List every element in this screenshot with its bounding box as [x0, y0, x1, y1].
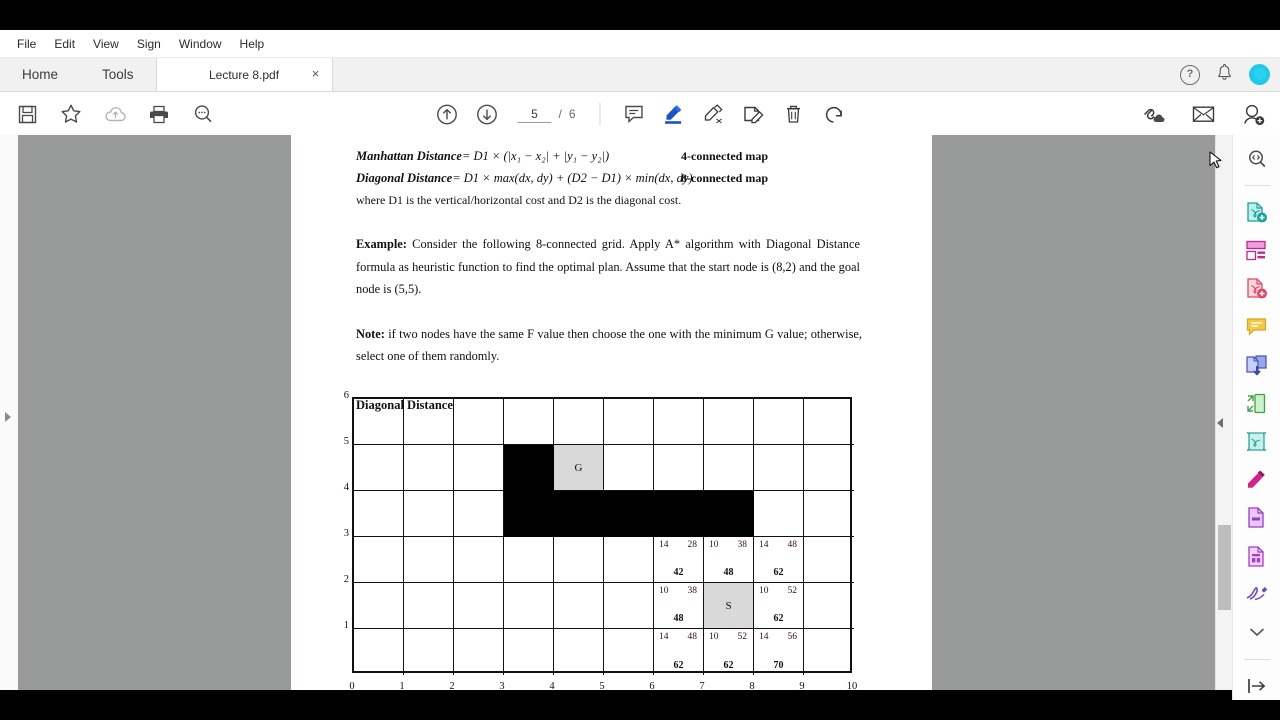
- cell-f-value: 42: [673, 567, 684, 578]
- page-up-icon[interactable]: [433, 101, 459, 127]
- note-label: Note:: [356, 326, 385, 341]
- y-axis-labels: [329, 389, 349, 681]
- grid-cell: [354, 445, 404, 491]
- x-axis-tick: 5: [599, 681, 605, 690]
- grid-cell: [604, 399, 654, 445]
- grid-cell: [354, 399, 404, 445]
- x-axis-tick: 8: [749, 681, 755, 690]
- mouse-cursor: [1209, 151, 1223, 171]
- main-toolbar: [0, 92, 1280, 137]
- tab-right-group: [1180, 58, 1270, 91]
- tab-nav-group: [0, 58, 156, 91]
- grid-cell: [504, 629, 554, 675]
- cell-h-value: 56: [787, 632, 797, 642]
- cell-g-value: 10: [659, 586, 669, 596]
- formula-diagonal-note: 8-connected map: [681, 171, 768, 185]
- menu-item-view[interactable]: View: [93, 36, 119, 51]
- grid-title: Diagonal Distance: [356, 397, 453, 412]
- cell-f-value: 70: [773, 660, 784, 671]
- pdf-page-content: [291, 135, 932, 690]
- formula-diagonal-name: Diagonal Distance: [356, 171, 453, 185]
- astar-grid: [352, 397, 852, 673]
- cell-g-value: 14: [659, 540, 669, 550]
- grid-cell: [504, 583, 554, 629]
- stamp-icon[interactable]: [741, 101, 767, 127]
- formula-manhattan: [291, 145, 932, 167]
- organize-pages-icon[interactable]: [1242, 237, 1272, 264]
- grid-cell: [704, 399, 754, 445]
- x-axis-tick: 2: [449, 681, 455, 690]
- cell-h-value: 52: [787, 586, 797, 596]
- comment-icon[interactable]: [621, 101, 647, 127]
- toolbar-divider: [600, 103, 601, 125]
- grid-cell: [554, 537, 604, 583]
- comment-icon[interactable]: [1242, 314, 1272, 341]
- page-navigation: [517, 106, 575, 123]
- menu-item-edit[interactable]: Edit: [54, 36, 76, 51]
- tab-tools[interactable]: Tools: [102, 67, 134, 82]
- cell-h-value: 38: [737, 540, 747, 550]
- rail-divider-bottom: [1244, 659, 1270, 660]
- grid-cell-annotated: [704, 537, 754, 583]
- grid-cell-obstacle: [704, 491, 754, 537]
- cell-g-value: 14: [759, 540, 769, 550]
- tab-strip: [0, 58, 1280, 92]
- grid-cell: [404, 445, 454, 491]
- grid-cell: [804, 629, 854, 675]
- astar-grid-figure: [291, 390, 932, 690]
- collapse-panel-icon[interactable]: [1242, 673, 1272, 700]
- page-total: 6: [568, 107, 576, 121]
- grid-cell: [454, 537, 504, 583]
- grid-cell: [504, 537, 554, 583]
- combine-files-icon[interactable]: [1242, 352, 1272, 379]
- x-axis-tick: 7: [699, 681, 705, 690]
- x-axis-tick: 6: [649, 681, 655, 690]
- x-axis-tick: 4: [549, 681, 555, 690]
- cell-h-value: 48: [787, 540, 797, 550]
- cell-f-value: 62: [723, 660, 734, 671]
- grid-cell: [354, 491, 404, 537]
- create-pdf-icon[interactable]: [1242, 275, 1272, 302]
- formula-diagonal-expr: D1 × max(dx, dy) + (D2 − D1) × min(dx, dy): [463, 171, 693, 185]
- add-person-icon[interactable]: [1240, 101, 1266, 127]
- grid-cell: [404, 629, 454, 675]
- erase-icon[interactable]: [701, 101, 727, 127]
- grid-cell: [554, 399, 604, 445]
- protect-icon[interactable]: [1242, 428, 1272, 455]
- left-panel-rail[interactable]: [0, 135, 19, 690]
- grid-cell-start: [704, 583, 754, 629]
- cell-h-value: 38: [687, 586, 697, 596]
- formula-manhattan-note: 4-connected map: [681, 149, 768, 163]
- export-pdf-icon[interactable]: [1242, 199, 1272, 226]
- email-icon[interactable]: [1190, 101, 1216, 127]
- print-icon[interactable]: [146, 101, 172, 127]
- cell-h-value: 28: [687, 540, 697, 550]
- scrollbar-thumb[interactable]: [1218, 525, 1231, 610]
- grid-cell: [704, 445, 754, 491]
- formula-manhattan-name: Manhattan Distance: [356, 149, 462, 163]
- toolbar-center-group: [433, 101, 846, 127]
- cell-f-value: 62: [773, 613, 784, 624]
- grid-cell: [804, 583, 854, 629]
- note-paragraph: [291, 323, 932, 368]
- cell-g-value: 10: [709, 540, 719, 550]
- grid-cell: [404, 537, 454, 583]
- toolbar-left-group: [0, 101, 216, 127]
- cell-h-value: 48: [687, 632, 697, 642]
- toolbar-right-group: [1140, 101, 1266, 127]
- grid-cell-annotated: [654, 537, 704, 583]
- grid-cell: [754, 445, 804, 491]
- cell-f-value: 48: [723, 567, 734, 578]
- x-axis-tick: 9: [799, 681, 805, 690]
- grid-cell: [454, 629, 504, 675]
- y-axis-tick: 6: [343, 390, 349, 401]
- star-icon[interactable]: [58, 101, 84, 127]
- grid-cell-annotated: [704, 629, 754, 675]
- link-cloud-icon[interactable]: [1140, 101, 1166, 127]
- grid-cell-obstacle: [654, 491, 704, 537]
- cell-g-value: 10: [759, 586, 769, 596]
- cell-g-value: 14: [759, 632, 769, 642]
- grid-cell: [604, 629, 654, 675]
- edit-pdf-icon[interactable]: [1242, 466, 1272, 493]
- trash-icon[interactable]: [781, 101, 807, 127]
- grid-cell: [604, 583, 654, 629]
- rail-divider: [1244, 185, 1270, 186]
- start-label: S: [725, 599, 732, 612]
- page-separator: /: [558, 107, 562, 121]
- grid-cell: [754, 399, 804, 445]
- example-paragraph: [291, 233, 932, 301]
- formula-manhattan-equals: =: [461, 149, 471, 163]
- grid-cell: [504, 399, 554, 445]
- y-axis-tick: 1: [343, 620, 349, 631]
- grid-cell-annotated: [754, 537, 804, 583]
- grid-cell: [804, 445, 854, 491]
- menu-item-sign[interactable]: Sign: [136, 36, 161, 51]
- collapse-right-arrow-icon[interactable]: [1217, 418, 1223, 428]
- grid-cell: [454, 491, 504, 537]
- grid-cell: [754, 491, 804, 537]
- grid-cell: [654, 445, 704, 491]
- grid-cell: [454, 399, 504, 445]
- y-axis-tick: 3: [343, 528, 349, 539]
- tab-home[interactable]: Home: [22, 67, 59, 82]
- grid-cell-obstacle: [604, 491, 654, 537]
- x-axis-tick: 0: [349, 681, 355, 690]
- y-axis-tick: 5: [343, 436, 349, 447]
- grid-cell-annotated: [754, 583, 804, 629]
- document-tab[interactable]: [156, 58, 333, 91]
- expand-left-panel-icon[interactable]: [5, 412, 11, 422]
- menu-item-help[interactable]: Help: [239, 36, 265, 51]
- form-icon[interactable]: [1242, 542, 1272, 569]
- menu-bar: [0, 30, 1280, 58]
- save-icon[interactable]: [14, 101, 40, 127]
- grid-cell-annotated: [654, 583, 704, 629]
- grid-cell: [454, 445, 504, 491]
- grid-cell-annotated: [654, 629, 704, 675]
- x-axis-tick: 10: [846, 681, 858, 690]
- goal-label: G: [574, 461, 583, 474]
- grid-cell: [404, 491, 454, 537]
- grid-cell: [654, 399, 704, 445]
- page-number-input[interactable]: [517, 106, 551, 123]
- grid-cell: [604, 537, 654, 583]
- cell-g-value: 14: [659, 632, 669, 642]
- x-axis-tick: 3: [499, 681, 505, 690]
- cell-f-value: 62: [773, 567, 784, 578]
- pdf-page: [291, 135, 932, 690]
- compress-pdf-icon[interactable]: [1242, 390, 1272, 417]
- grid-cell-obstacle: [504, 491, 554, 537]
- cell-f-value: 62: [673, 660, 684, 671]
- y-axis-tick: 4: [343, 482, 349, 493]
- highlight-icon[interactable]: [661, 101, 687, 127]
- grid-cell: [404, 399, 454, 445]
- more-chevron-icon[interactable]: [1242, 619, 1272, 646]
- cloud-upload-icon[interactable]: [102, 101, 128, 127]
- grid-cell: [804, 399, 854, 445]
- search-zoom-icon[interactable]: [1242, 145, 1272, 172]
- example-label: Example:: [356, 237, 407, 251]
- cell-f-value: 48: [673, 613, 684, 624]
- zoom-search-icon[interactable]: [190, 101, 216, 127]
- grid-cell-obstacle: [504, 445, 554, 491]
- fill-sign-icon[interactable]: [1242, 504, 1272, 531]
- formula-diagonal: [291, 167, 932, 189]
- formula-diagonal-equals: =: [452, 171, 461, 185]
- grid-cell: [554, 583, 604, 629]
- grid-cell: [454, 583, 504, 629]
- rotate-icon[interactable]: [821, 101, 847, 127]
- bell-icon[interactable]: [1216, 63, 1233, 86]
- work-area: [0, 135, 1280, 690]
- menu-item-window[interactable]: Window: [178, 36, 222, 51]
- page-down-icon[interactable]: [473, 101, 499, 127]
- example-text: Consider the following 8-connected grid. Apply A* algorithm with Diagonal Distance formula as heuristic function to find the optimal plan. Assume that the start node is (8,2) and the goal node is (5,5).: [356, 237, 860, 296]
- grid-cell: [804, 491, 854, 537]
- close-icon[interactable]: ×: [311, 66, 320, 81]
- sign-icon[interactable]: [1242, 581, 1272, 608]
- formula-manhattan-expr: D1 × (|x₁ − x₂| + |y₁ − y₂|): [473, 149, 610, 163]
- acrobat-window: [0, 30, 1280, 690]
- vertical-scrollbar[interactable]: [1215, 135, 1233, 690]
- grid-cell: [554, 629, 604, 675]
- x-axis-labels: [349, 675, 858, 690]
- grid-cell: [354, 583, 404, 629]
- grid-cell-annotated: [754, 629, 804, 675]
- right-tool-rail: [1232, 135, 1280, 700]
- grid-cell: [604, 445, 654, 491]
- document-tab-title: Lecture 8.pdf: [209, 67, 280, 82]
- cell-g-value: 10: [709, 632, 719, 642]
- grid-cell-obstacle: [554, 491, 604, 537]
- document-canvas[interactable]: [18, 135, 1233, 690]
- note-text: if two nodes have the same F value then choose the one with the minimum G value; otherwise, select one of them randomly.: [356, 326, 862, 363]
- avatar[interactable]: [1249, 64, 1270, 85]
- grid-cell: [804, 537, 854, 583]
- y-axis-tick: 2: [343, 574, 349, 585]
- grid-cell: [354, 629, 404, 675]
- grid-cell: [404, 583, 454, 629]
- tab-strip-filler: [333, 58, 1280, 91]
- formula-where-line: where D1 is the vertical/horizontal cost and D2 is the diagonal cost.: [356, 193, 682, 207]
- help-icon[interactable]: ?: [1180, 65, 1200, 85]
- x-axis-tick: 1: [399, 681, 405, 690]
- cell-h-value: 52: [737, 632, 747, 642]
- grid-cell: [354, 537, 404, 583]
- grid-cell-goal: [554, 445, 604, 491]
- menu-item-file[interactable]: File: [17, 36, 37, 51]
